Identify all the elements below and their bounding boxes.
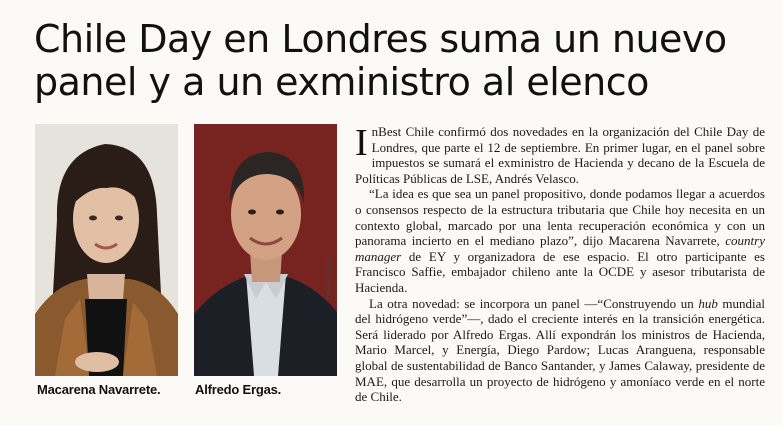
article-body [355,124,765,405]
photo-alfredo-ergas [194,124,337,376]
caption-macarena-navarrete: Macarena Navarrete. [37,382,161,397]
paragraph-3-text-a: La otra novedad: se incorpora un panel —“Construyendo un [369,295,699,311]
photo-credit: YASNA KELLY [327,255,333,300]
paragraph-3-text-b: mundial del hidrógeno verde”—, dado el creciente interés en la transición energética. Será liderado por Alfredo Ergas. Allí expondrán los ministros de Hacienda, Mario Marcel, y Energía, Diego Pardow; Lucas Aranguena, responsable global de sustentabilidad de Banco Santander, y James Calaway, presidente de MAE, que desarrolla un proyecto de hidrógeno y amoníaco verde en el norte de Chile. [355,295,765,405]
paragraph-1-text: nBest Chile confirmó dos novedades en la organización del Chile Day de Londres, que parte el 12 de septiembre. En primer lugar, en el panel sobre impuestos se sumará el exministro de Hacienda y decano de la Escuela de Políticas Públicas de LSE, Andrés Velasco. [355,124,765,186]
photo-macarena-navarrete [35,124,178,376]
paragraph-3 [355,296,765,405]
caption-alfredo-ergas: Alfredo Ergas. [195,382,282,397]
paragraph-2-emphasis: country manager [355,233,765,264]
paragraph-3-emphasis: hub [698,295,718,311]
paragraph-2 [355,186,765,295]
portrait-image [35,124,178,376]
paragraph-2-text-a: “La idea es que sea un panel propositivo, donde podamos llegar a acuerdos o consensos respecto de la estructura tributaria que Chile hoy necesita en un contexto global, marcado por una lenta recuperación económica y con un panorama incierto en el mediano plazo”, dijo Macarena Navarrete, [355,186,765,249]
headline: Chile Day en Londres suma un nuevo panel y a un exministro al elenco [34,17,727,104]
portrait-image [194,124,337,376]
paragraph-2-text-b: de EY y organizadora de ese espacio. El otro participante es Francisco Saffie, embajador chileno ante la OCDE y asesor tributarista de Hacienda. [355,248,765,295]
paragraph-1 [355,124,765,186]
drop-cap: I [355,122,368,164]
